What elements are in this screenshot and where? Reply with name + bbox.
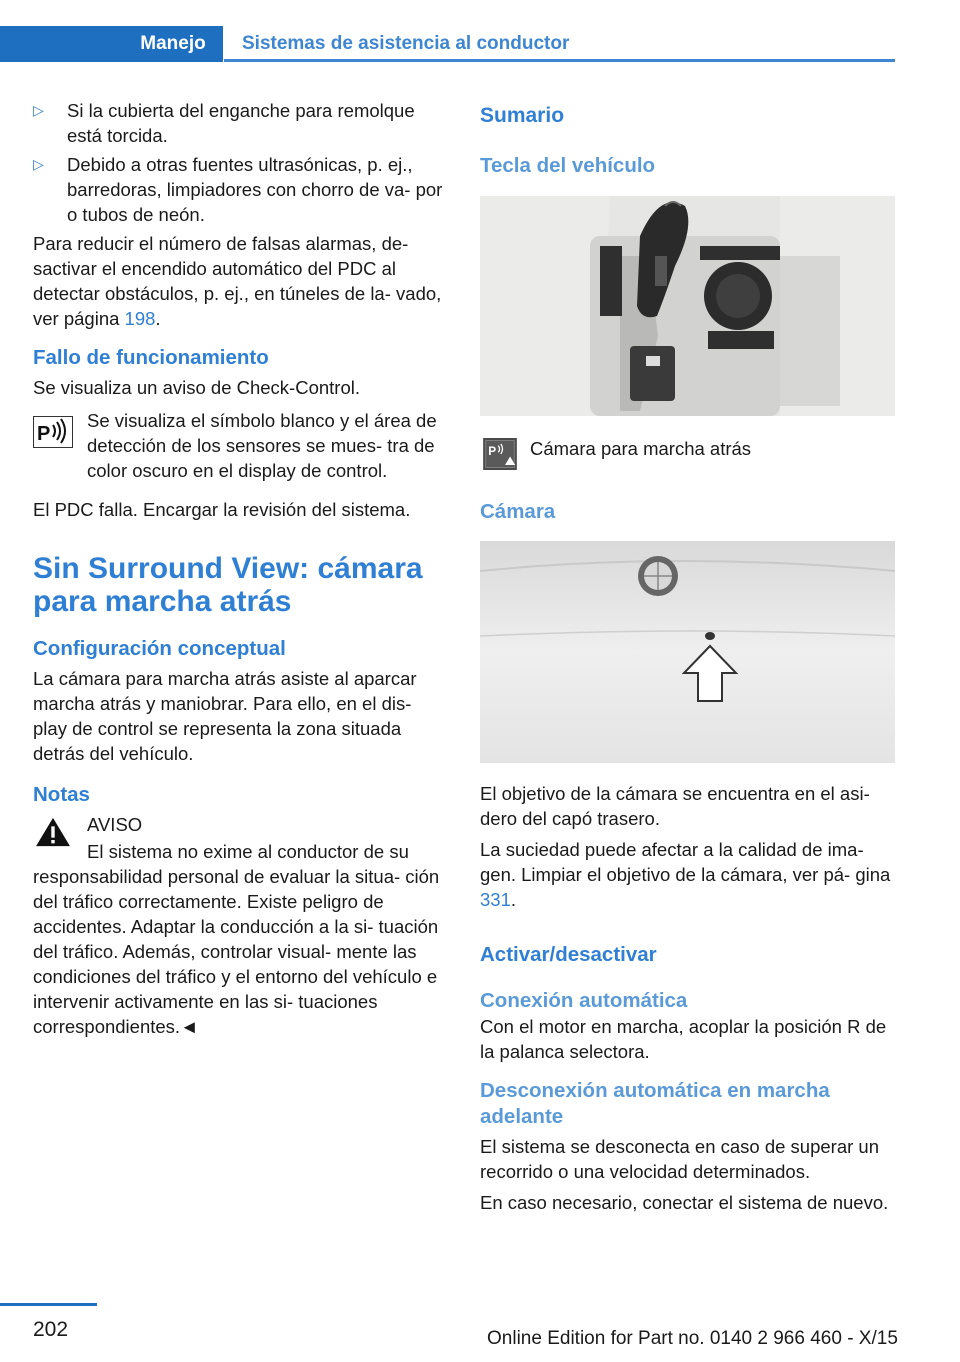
auto-on-text: Con el motor en marcha, acoplar la posición R de la palanca selectora. [480,1016,887,1062]
notes-heading: Notas [33,783,90,806]
pdc-icon-note [33,408,447,483]
end-mark: ◄ [180,1016,199,1037]
list-item [33,98,447,148]
auto-off-text-2: En caso necesario, conectar el sistema de nuevo. [480,1192,889,1213]
main-section-heading: Sin Surround View: cámara para marcha atrás [33,552,423,618]
rear-view-camera-button-icon[interactable] [480,438,520,470]
page-number-rule [0,1303,97,1306]
camera-heading: Cámara [480,500,556,523]
header-underline [224,59,895,62]
concept-text: La cámara para marcha atrás asiste al aparcar marcha atrás y maniobrar. Para ello, en el dis‐ play de control se representa la zona situada detrás del vehículo. [33,668,417,764]
caption-text: Cámara para marcha atrás [530,438,752,459]
warning-text: El sistema no exime al conductor de su responsabilidad personal de evaluar la situa‐ ción del tráfico correctamente. Existe peligro de accidentes. Adaptar la conducción a la si‐ tuación del tráfico. Además, controlar visual‐ mente las condiciones del tráfico y el entorno del vehículo e intervenir activamente en las si‐ tuaciones correspondientes. [33,841,440,1037]
section-tab[interactable]: Manejo [123,26,223,62]
list-item-text: Debido a otras fuentes ultrasónicas, p. ej., barredoras, limpiadores con chorro de va‐ por o tubos de neón. [67,154,443,225]
page-link-331[interactable]: 331 [480,889,511,910]
warning-triangle-icon [33,816,73,848]
warning-block [33,812,447,837]
header-accent-bar [0,26,123,62]
auto-on-heading: Conexión automática [480,989,688,1012]
list-item-text: Si la cubierta del enganche para remolque está torcida. [67,100,415,146]
paragraph-text: . [510,889,517,910]
pdc-fail-text: El PDC falla. Encargar la revisión del sistema. [33,499,411,520]
pdc-note-text: Se visualiza el símbolo blanco y el área de detección de los sensores se mues‐ tra de color oscuro en el display de control. [87,410,437,481]
park-distance-control-icon [33,416,73,448]
triangle-right-icon: ▷ [33,102,44,118]
edition-footer: Online Edition for Part no. 0140 2 966 460 - X/15 [487,1328,898,1349]
summary-heading: Sumario [480,104,565,127]
onoff-heading: Activar/desactivar [480,943,657,966]
lens-text: El objetivo de la cámara se encuentra en el asi‐ dero del capó trasero. [480,783,870,829]
malfunction-heading: Fallo de funcionamiento [33,346,269,369]
right-column [480,98,895,1221]
chapter-title[interactable]: Sistemas de asistencia al conductor [242,33,570,54]
triangle-right-icon: ▷ [33,156,44,172]
concept-heading: Configuración conceptual [33,637,286,660]
warning-label: AVISO [87,814,143,835]
camera-location-photo [480,541,895,763]
camera-button-caption [480,436,895,461]
vehicle-key-heading: Tecla del vehículo [480,154,656,177]
dirt-paragraph [480,837,895,912]
paragraph-text: Para reducir el número de falsas alarmas, de‐ sactivar el encendido automático del PDC al detectar obstáculos, p. ej., en túneles de la‐ vado, ver página [33,233,442,329]
malfunction-text: Se visualiza un aviso de Check-Control. [33,377,360,398]
warning-paragraph [33,839,447,1039]
left-column [33,98,447,1045]
page-header [0,26,895,62]
auto-off-text-1: El sistema se desconecta en caso de superar un recorrido o una velocidad determinados. [480,1136,880,1182]
paragraph-text: . [155,308,161,329]
list-item [33,152,447,227]
false-alarms-paragraph [33,231,447,331]
page-link-198[interactable]: 198 [124,308,156,329]
svg-text:P: P [37,423,51,445]
svg-text:P: P [488,444,497,458]
paragraph-text: La suciedad puede afectar a la calidad de ima‐ gen. Limpiar el objetivo de la cámara, ver pá‐ gina [480,839,891,885]
center-console-photo [480,196,895,416]
auto-off-heading: Desconexión automática en marcha adelante [480,1079,830,1128]
page-number: 202 [33,1318,69,1341]
